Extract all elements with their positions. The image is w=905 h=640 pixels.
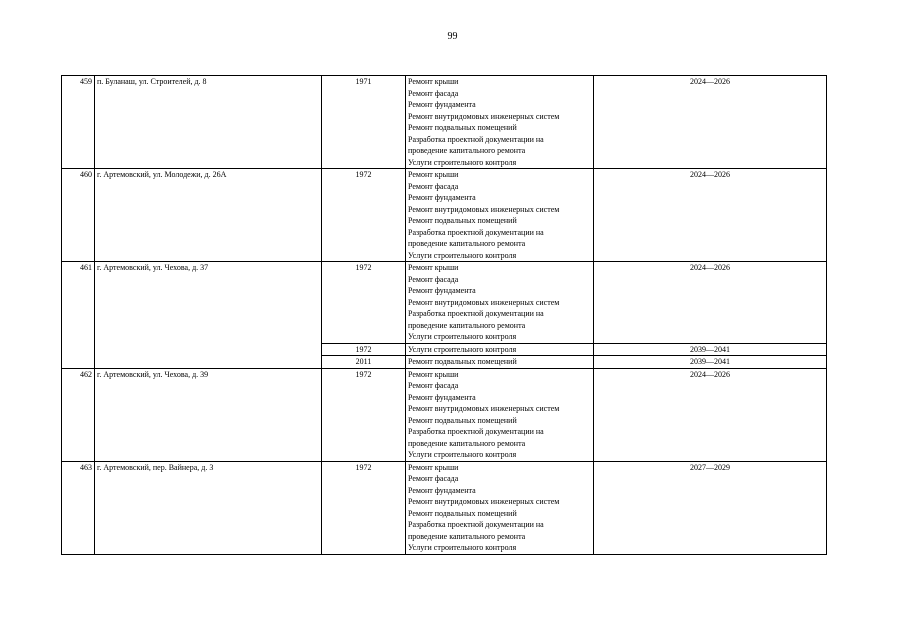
table-row — [62, 169, 827, 262]
work-item: проведение капитального ремонта — [408, 438, 526, 448]
work-item: Разработка проектной документации на — [408, 309, 544, 318]
period-cell: 2039—2041 — [594, 343, 827, 356]
year-cell: 1972 — [322, 343, 406, 356]
row-number: 462 — [62, 368, 95, 461]
year-cell: 1972 — [322, 262, 406, 344]
work-item: Услуги строительного контроля — [408, 157, 517, 167]
works-cell — [406, 76, 594, 169]
row-number: 460 — [62, 169, 95, 262]
year-cell: 1972 — [322, 169, 406, 262]
period-cell: 2024—2026 — [594, 262, 827, 344]
work-item: проведение капитального ремонта — [408, 239, 526, 248]
row-number: 463 — [62, 461, 95, 554]
table-row — [62, 262, 827, 344]
capital-repair-table — [61, 75, 827, 555]
works-cell — [406, 461, 594, 554]
work-item: Ремонт подвальных помещений — [408, 508, 517, 518]
work-item: Разработка проектной документации на — [408, 134, 544, 144]
work-item: Ремонт фундамента — [408, 392, 476, 402]
work-item: Ремонт внутридомовых инженерных систем — [408, 497, 560, 506]
work-item: Ремонт фасада — [408, 474, 459, 483]
work-item: Ремонт фасада — [408, 88, 459, 98]
work-item: проведение капитального ремонта — [408, 320, 526, 330]
work-item: проведение капитального ремонта — [408, 146, 526, 155]
work-item: Ремонт фасада — [408, 181, 459, 191]
work-item: Разработка проектной документации на — [408, 227, 544, 237]
work-item: Ремонт подвальных помещений — [408, 216, 517, 225]
year-cell: 1971 — [322, 76, 406, 169]
work-item: Ремонт крыши — [408, 369, 459, 379]
work-item: Ремонт фасада — [408, 381, 459, 390]
work-item: Ремонт крыши — [408, 170, 459, 179]
period-cell: 2024—2026 — [594, 169, 827, 262]
work-item: Разработка проектной документации на — [408, 520, 544, 529]
address-cell: г. Артемовский, ул. Молодежи, д. 26А — [95, 169, 322, 262]
work-item: Ремонт внутридомовых инженерных систем — [408, 404, 560, 413]
work-item: Ремонт фасада — [408, 274, 459, 284]
work-item: Услуги строительного контроля — [408, 543, 517, 552]
period-cell: 2027—2029 — [594, 461, 827, 554]
works-cell: Ремонт подвальных помещений — [406, 356, 594, 369]
table-row — [62, 368, 827, 461]
works-cell — [406, 169, 594, 262]
period-cell: 2024—2026 — [594, 368, 827, 461]
work-item: Ремонт крыши — [408, 77, 459, 86]
works-cell — [406, 368, 594, 461]
year-cell: 1972 — [322, 461, 406, 554]
period-cell: 2039—2041 — [594, 356, 827, 369]
work-item: Ремонт фундамента — [408, 100, 476, 109]
work-item: Ремонт крыши — [408, 263, 459, 272]
period-cell: 2024—2026 — [594, 76, 827, 169]
row-number: 459 — [62, 76, 95, 169]
work-item: Ремонт фундамента — [408, 286, 476, 295]
page-number: 99 — [447, 31, 458, 42]
work-item: Ремонт крыши — [408, 462, 459, 472]
works-cell: Услуги строительного контроля — [406, 343, 594, 356]
work-item: Ремонт внутридомовых инженерных систем — [408, 111, 560, 121]
address-cell: г. Артемовский, пер. Вайнера, д. 3 — [95, 461, 322, 554]
row-number: 461 — [62, 262, 95, 369]
work-item: Ремонт подвальных помещений — [408, 123, 517, 132]
work-item: Услуги строительного контроля — [408, 450, 517, 459]
work-item: Ремонт внутридомовых инженерных систем — [408, 204, 560, 214]
year-cell: 2011 — [322, 356, 406, 369]
table-row — [62, 76, 827, 169]
year-cell: 1972 — [322, 368, 406, 461]
address-cell: г. Артемовский, ул. Чехова, д. 39 — [95, 368, 322, 461]
address-cell: г. Артемовский, ул. Чехова, д. 37 — [95, 262, 322, 369]
works-cell — [406, 262, 594, 344]
work-item: Ремонт фундамента — [408, 193, 476, 202]
work-item: проведение капитального ремонта — [408, 531, 526, 541]
work-item: Услуги строительного контроля — [408, 332, 517, 341]
table-row — [62, 461, 827, 554]
work-item: Ремонт фундамента — [408, 485, 476, 495]
work-item: Ремонт подвальных помещений — [408, 415, 517, 425]
work-item: Услуги строительного контроля — [408, 250, 517, 260]
address-cell: п. Буланаш, ул. Строителей, д. 8 — [95, 76, 322, 169]
work-item: Ремонт внутридомовых инженерных систем — [408, 297, 560, 307]
work-item: Разработка проектной документации на — [408, 427, 544, 436]
